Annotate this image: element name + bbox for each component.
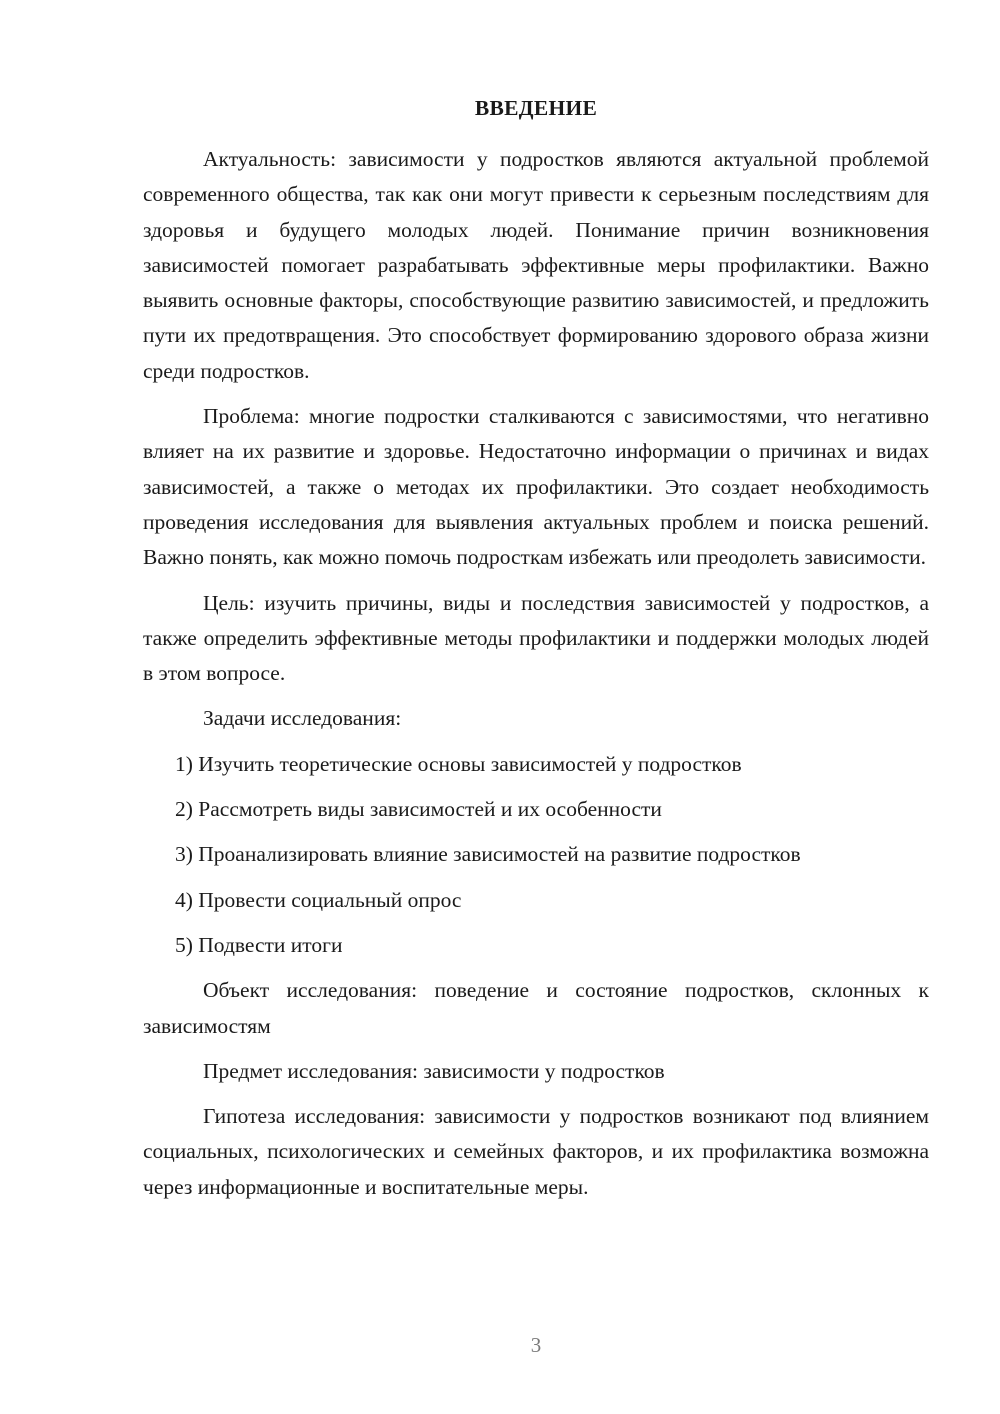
list-item: 5) Подвести итоги <box>175 932 343 957</box>
page-title: ВВЕДЕНИЕ <box>474 96 598 120</box>
tasks-title: Задачи исследования: <box>203 706 402 731</box>
paragraph-object: Объект исследования: поведение и состояние подростков, склонных к зависимостям <box>143 978 929 1038</box>
list-item: 2) Рассмотреть виды зависимостей и их особенности <box>175 797 662 822</box>
page-number: 3 <box>530 1333 542 1357</box>
document-body <box>143 142 929 1215</box>
tasks-list <box>143 747 929 963</box>
list-item: 3) Проанализировать влияние зависимостей на развитие подростков <box>175 842 801 867</box>
paragraph-goal: Цель: изучить причины, виды и последствия зависимостей у подростков, а также определить эффективные методы профилактики и поддержки молодых людей в этом вопросе. <box>143 590 929 686</box>
paragraph-problem: Проблема: многие подростки сталкиваются с зависимостями, что негативно влияет на их развитие и здоровье. Недостаточно информации о причинах и видах зависимостей, а также о методах их профилактики. Это создает необходимость проведения исследования для выявления актуальных проблем и поиска решений. Важно понять, как можно помочь подросткам избежать или преодолеть зависимости. <box>143 404 929 570</box>
list-item: 4) Провести социальный опрос <box>175 887 462 912</box>
paragraph-hypothesis: Гипотеза исследования: зависимости у подростков возникают под влиянием социальных, психологических и семейных факторов, и их профилактика возможна через информационные и воспитательные меры. <box>143 1104 929 1199</box>
paragraph-subject: Предмет исследования: зависимости у подростков <box>203 1058 665 1083</box>
paragraph-relevance: Актуальность: зависимости у подростков являются актуальной проблемой современного общества, так как они могут привести к серьезным последствиям для здоровья и будущего молодых людей. Понимание причин возникновения зависимостей помогает разрабатывать эффективные меры профилактики. Важно выявить основные факторы, способствующие развитию зависимостей, и предложить пути их предотвращения. Это способствует формированию здорового образа жизни среди подростков. <box>143 147 929 383</box>
list-item: 1) Изучить теоретические основы зависимостей у подростков <box>175 751 742 776</box>
